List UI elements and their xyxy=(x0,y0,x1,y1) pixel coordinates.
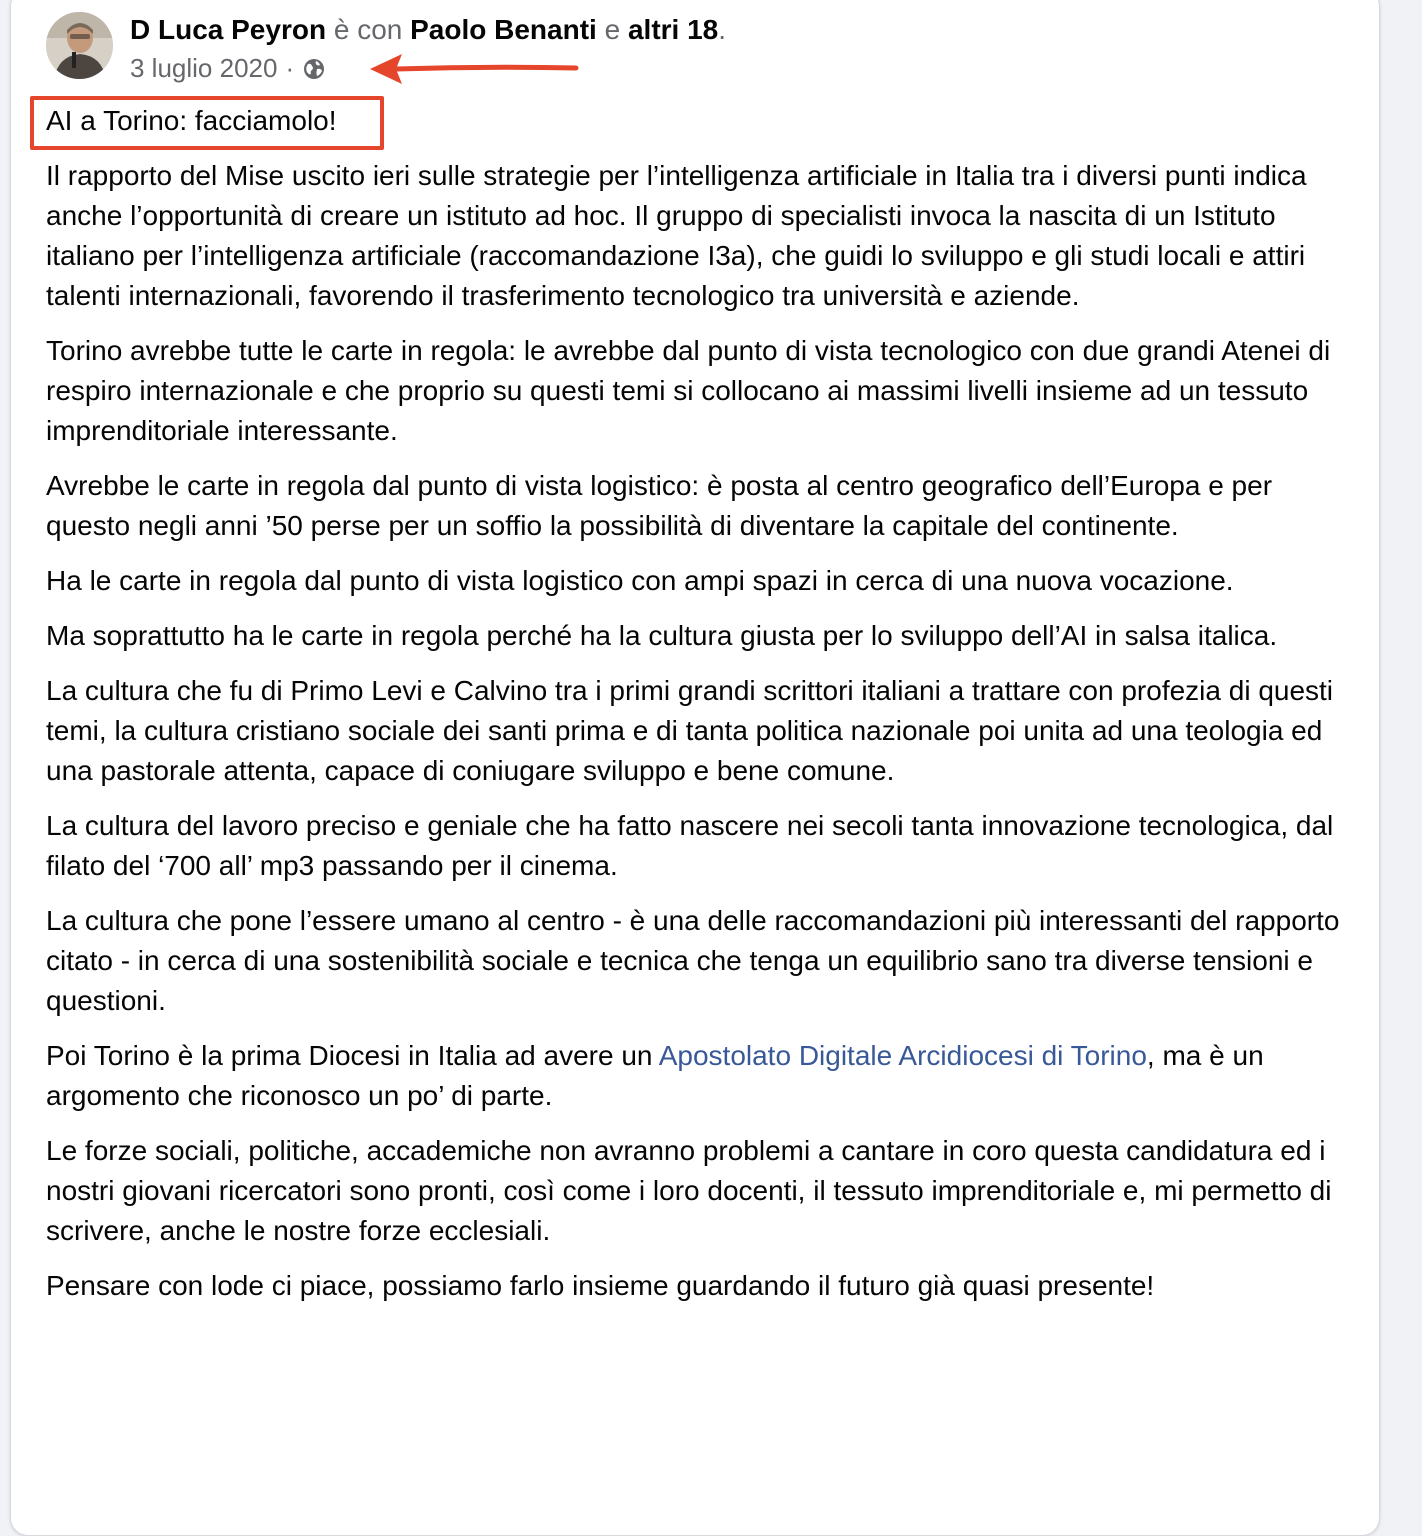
paragraph-3: Avrebbe le carte in regola dal punto di vista logistico: è posta al centro geografico dell’Europa e per questo negli anni ’50 perse per un soffio la possibilità di diventare la capitale del continente. xyxy=(46,470,1273,541)
globe-icon[interactable] xyxy=(302,56,326,80)
annotation-arrow xyxy=(366,50,580,88)
paragraph-7: La cultura del lavoro preciso e geniale che ha fatto nascere nei secoli tanta innovazione tecnologica, dal filato del ‘700 all’ mp3 passando per il cinema. xyxy=(46,810,1334,881)
and-label: e xyxy=(604,14,621,45)
paragraph-1: Il rapporto del Mise uscito ieri sulle strategie per l’intelligenza artificiale in Italia tra i diversi punti indica anche l’opportunità di creare un istituto ad hoc. Il gruppo di specialisti invoca la nascita di un Istituto italiano per l’intelligenza artificiale (raccomandazione I3a), che guidi lo sviluppo e gli studi locali e attiri talenti internazionali, favorendo il trasferimento tecnologico tra università e aziende. xyxy=(46,160,1307,311)
avatar-photo xyxy=(46,12,113,79)
header-period: . xyxy=(718,14,727,45)
paragraph-9 xyxy=(46,1036,1356,1116)
paragraph-6: La cultura che fu di Primo Levi e Calvino tra i primi grandi scrittori italiani a trattare con profezia di questi temi, la cultura cristiano sociale dei santi prima e di tanta politica nazionale poi unita ad una teologia ed una pastorale attenta, capace di coniugare sviluppo e bene comune. xyxy=(46,675,1334,786)
author-name[interactable]: D Luca Peyron xyxy=(130,14,327,45)
post-date[interactable]: 3 luglio 2020 xyxy=(130,53,278,83)
apostolato-link[interactable]: Apostolato Digitale Arcidiocesi di Torino xyxy=(658,1040,1147,1071)
others-link[interactable]: altri 18 xyxy=(627,14,719,45)
paragraph-4: Ha le carte in regola dal punto di vista logistico con ampi spazi in cerca di una nuova vocazione. xyxy=(46,565,1234,596)
paragraph-9-before: Poi Torino è la prima Diocesi in Italia ad avere un xyxy=(46,1040,659,1071)
paragraph-5: Ma soprattutto ha le carte in regola perché ha la cultura giusta per lo sviluppo dell’AI in salsa italica. xyxy=(46,620,1278,651)
post-meta xyxy=(130,52,326,84)
paragraph-11: Pensare con lode ci piace, possiamo farlo insieme guardando il futuro già quasi presente! xyxy=(46,1270,1155,1301)
post-header xyxy=(130,12,726,48)
paragraph-2: Torino avrebbe tutte le carte in regola: le avrebbe dal punto di vista tecnologico con due grandi Atenei di respiro internazionale e che proprio su questi temi si collocano ai massimi livelli insieme ad un tessuto imprenditoriale interessante. xyxy=(46,335,1331,446)
author-avatar[interactable] xyxy=(46,12,113,79)
post-body xyxy=(46,156,1356,1321)
tagged-name[interactable]: Paolo Benanti xyxy=(410,14,597,45)
with-label: è con xyxy=(333,14,403,45)
meta-separator: · xyxy=(285,53,295,83)
post-title: AI a Torino: facciamolo! xyxy=(46,105,337,136)
paragraph-8: La cultura che pone l’essere umano al centro - è una delle raccomandazioni più interessanti del rapporto citato - in cerca di una sostenibilità sociale e tecnica che tenga un equilibrio sano tra diverse tensioni e questioni. xyxy=(46,905,1340,1016)
paragraph-10: Le forze sociali, politiche, accademiche non avranno problemi a cantare in coro questa candidatura ed i nostri giovani ricercatori sono pronti, così come i loro docenti, il tessuto imprenditoriale e, mi permetto di scrivere, anche le nostre forze ecclesiali. xyxy=(46,1135,1332,1246)
paragraph-9-after: , ma è un argomento che riconosco un po’ di parte. xyxy=(46,1040,1264,1111)
